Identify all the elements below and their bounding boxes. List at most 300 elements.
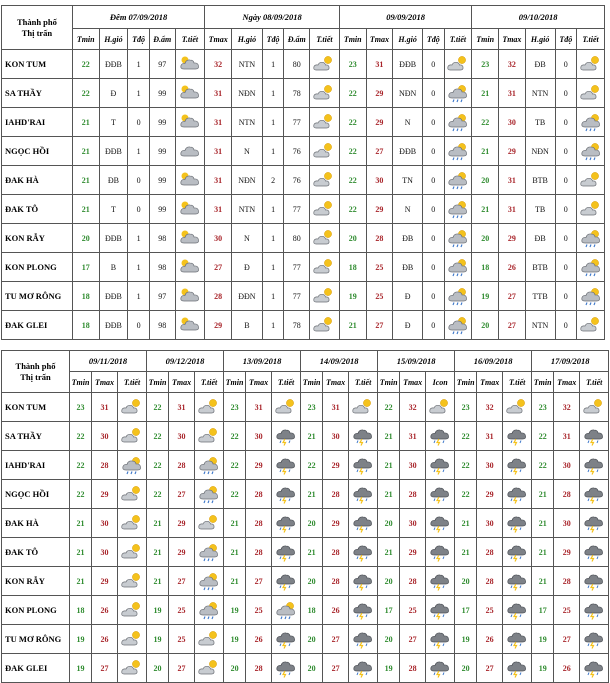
- value-cell: 0: [423, 253, 445, 282]
- column-header: Tmax: [554, 372, 580, 393]
- storm-icon: [275, 542, 297, 562]
- tmax-cell: 25: [477, 596, 503, 625]
- sun-cloud-icon: [313, 170, 335, 190]
- column-header: T.tiết: [503, 372, 532, 393]
- tmax-cell: 27: [92, 654, 118, 683]
- tmin-cell: 21: [378, 451, 400, 480]
- value-cell: 0: [423, 311, 445, 340]
- value-cell: ĐĐB: [393, 137, 423, 166]
- weather-icon-cell: [175, 311, 205, 340]
- value-cell: TTB: [525, 282, 555, 311]
- storm-icon: [275, 455, 297, 475]
- storm-icon: [275, 484, 297, 504]
- value-cell: 98: [149, 224, 175, 253]
- storm-icon: [352, 484, 374, 504]
- column-header: Tmin: [339, 29, 366, 50]
- sun-cloud-icon: [198, 397, 220, 417]
- sun-cloud-icon: [121, 542, 143, 562]
- tmin-cell: 20: [378, 509, 400, 538]
- storm-icon: [429, 426, 451, 446]
- weather-icon-cell: [175, 137, 205, 166]
- value-cell: 31: [205, 195, 232, 224]
- value-cell: 21: [72, 108, 99, 137]
- value-cell: ĐĐB: [393, 50, 423, 79]
- weather-icon-cell: [444, 108, 472, 137]
- tmin-cell: 23: [70, 393, 92, 422]
- value-cell: 27: [366, 311, 393, 340]
- storm-icon: [275, 513, 297, 533]
- storm-icon: [352, 542, 374, 562]
- value-cell: 23: [339, 50, 366, 79]
- storm-icon: [583, 571, 605, 591]
- tmax-cell: 26: [323, 596, 349, 625]
- value-cell: Đ: [99, 79, 128, 108]
- rain-cloud-icon: [198, 600, 220, 620]
- value-cell: Đ: [232, 253, 263, 282]
- weather-icon-cell: [580, 422, 609, 451]
- value-cell: N: [232, 224, 263, 253]
- rain-cloud-icon: [447, 170, 469, 190]
- weather-icon-cell: [580, 393, 609, 422]
- weather-icon-cell: [349, 393, 378, 422]
- weather-icon-cell: [175, 50, 205, 79]
- storm-icon: [352, 629, 374, 649]
- city-header-line2: Thị trấn: [21, 27, 53, 38]
- value-cell: 0: [128, 166, 150, 195]
- weather-icon-cell: [580, 596, 609, 625]
- weather-icon-cell: [444, 253, 472, 282]
- weather-icon-cell: [118, 567, 147, 596]
- storm-icon: [352, 455, 374, 475]
- value-cell: 0: [423, 108, 445, 137]
- table-row: [2, 108, 605, 137]
- tmax-cell: 29: [169, 538, 195, 567]
- sun-cloud-icon: [121, 600, 143, 620]
- storm-icon: [506, 571, 528, 591]
- value-cell: 1: [128, 224, 150, 253]
- value-cell: 99: [149, 108, 175, 137]
- value-cell: 77: [284, 108, 310, 137]
- table-row: [2, 480, 609, 509]
- weather-icon-cell: [426, 625, 455, 654]
- rain-cloud-icon: [198, 542, 220, 562]
- tmin-cell: 20: [378, 625, 400, 654]
- sun-cloud-icon: [121, 658, 143, 678]
- rain-cloud-icon: [447, 141, 469, 161]
- value-cell: 29: [366, 79, 393, 108]
- table-row: [2, 311, 605, 340]
- tmax-cell: 31: [92, 393, 118, 422]
- table-row: [2, 625, 609, 654]
- value-cell: NTN: [232, 50, 263, 79]
- value-cell: 20: [339, 224, 366, 253]
- weather-icon-cell: [272, 596, 301, 625]
- rain-cloud-icon: [447, 228, 469, 248]
- weather-icon-cell: [195, 393, 224, 422]
- value-cell: 29: [205, 311, 232, 340]
- city-name: TU MƠ RÔNG: [2, 282, 73, 311]
- value-cell: 23: [472, 50, 499, 79]
- tmax-cell: 30: [92, 509, 118, 538]
- value-cell: 20: [472, 311, 499, 340]
- weather-icon-cell: [426, 567, 455, 596]
- value-cell: 22: [72, 50, 99, 79]
- tmax-cell: 28: [400, 654, 426, 683]
- tmax-cell: 27: [323, 654, 349, 683]
- value-cell: NĐN: [393, 79, 423, 108]
- tmin-cell: 19: [224, 596, 246, 625]
- weather-icon-cell: [444, 166, 472, 195]
- rain-cloud-icon: [447, 315, 469, 335]
- tmax-cell: 27: [400, 625, 426, 654]
- weather-icon-cell: [310, 224, 340, 253]
- weather-icon-cell: [503, 538, 532, 567]
- tmax-cell: 29: [400, 538, 426, 567]
- value-cell: 29: [499, 137, 526, 166]
- value-cell: 0: [423, 137, 445, 166]
- column-header: Tmax: [169, 372, 195, 393]
- value-cell: 27: [205, 253, 232, 282]
- date-header: Đêm 07/09/2018: [72, 6, 204, 29]
- value-cell: 98: [149, 253, 175, 282]
- tmax-cell: 30: [554, 509, 580, 538]
- tmax-cell: 30: [92, 538, 118, 567]
- weather-icon-cell: [175, 253, 205, 282]
- weather-icon-cell: [444, 137, 472, 166]
- tmin-cell: 22: [378, 393, 400, 422]
- value-cell: 0: [555, 311, 577, 340]
- city-header-line1: Thành phố: [16, 16, 57, 27]
- weather-icon-cell: [444, 224, 472, 253]
- storm-icon: [275, 629, 297, 649]
- column-header: Đ.ẩm: [149, 29, 175, 50]
- value-cell: 78: [284, 311, 310, 340]
- value-cell: ĐB: [525, 224, 555, 253]
- tmax-cell: 30: [323, 422, 349, 451]
- sun-cloud-icon: [580, 54, 602, 74]
- tmin-cell: 22: [70, 422, 92, 451]
- value-cell: 31: [205, 166, 232, 195]
- rain-cloud-icon: [580, 286, 602, 306]
- weather-icon-cell: [503, 393, 532, 422]
- tmin-cell: 21: [301, 538, 323, 567]
- weather-icon-cell: [426, 654, 455, 683]
- cloud-sun-icon: [179, 170, 201, 190]
- table-row: [2, 253, 605, 282]
- value-cell: 1: [262, 311, 284, 340]
- value-cell: 1: [262, 195, 284, 224]
- value-cell: 22: [339, 79, 366, 108]
- sun-cloud-icon: [429, 397, 451, 417]
- storm-icon: [429, 542, 451, 562]
- cloud-sun-icon: [179, 228, 201, 248]
- sun-cloud-icon: [580, 83, 602, 103]
- date-header: Ngày 08/09/2018: [205, 6, 340, 29]
- tmin-cell: 19: [224, 625, 246, 654]
- city-header-cell: [2, 6, 73, 50]
- value-cell: 17: [72, 253, 99, 282]
- weather-icon-cell: [580, 509, 609, 538]
- value-cell: ĐĐN: [232, 282, 263, 311]
- weather-icon-cell: [310, 253, 340, 282]
- value-cell: 77: [284, 195, 310, 224]
- weather-icon-cell: [426, 538, 455, 567]
- value-cell: 30: [366, 166, 393, 195]
- forecast-table-weekly: [1, 350, 609, 683]
- tmax-cell: 25: [246, 596, 272, 625]
- storm-icon: [506, 600, 528, 620]
- storm-icon: [506, 542, 528, 562]
- value-cell: T: [99, 195, 128, 224]
- value-cell: 29: [366, 195, 393, 224]
- tmin-cell: 21: [147, 538, 169, 567]
- storm-icon: [352, 513, 374, 533]
- value-cell: 97: [149, 50, 175, 79]
- weather-icon-cell: [577, 166, 605, 195]
- tmin-cell: 21: [455, 509, 477, 538]
- value-cell: 22: [339, 166, 366, 195]
- tmin-cell: 22: [532, 422, 554, 451]
- value-cell: NĐN: [232, 166, 263, 195]
- tmax-cell: 29: [554, 538, 580, 567]
- storm-icon: [352, 571, 374, 591]
- weather-icon-cell: [272, 480, 301, 509]
- storm-icon: [429, 600, 451, 620]
- value-cell: 31: [366, 50, 393, 79]
- weather-icon-cell: [577, 282, 605, 311]
- storm-icon: [506, 513, 528, 533]
- value-cell: 76: [284, 137, 310, 166]
- column-header: Tmin: [472, 29, 499, 50]
- table-row: [2, 509, 609, 538]
- tmax-cell: 28: [554, 567, 580, 596]
- value-cell: 0: [555, 282, 577, 311]
- tmin-cell: 22: [301, 451, 323, 480]
- city-name: ĐAK HÀ: [2, 166, 73, 195]
- value-cell: 0: [423, 166, 445, 195]
- tmin-cell: 21: [532, 509, 554, 538]
- storm-icon: [506, 426, 528, 446]
- tmax-cell: 28: [400, 480, 426, 509]
- weather-icon-cell: [577, 253, 605, 282]
- sun-cloud-icon: [121, 426, 143, 446]
- tmax-cell: 28: [400, 567, 426, 596]
- value-cell: 0: [555, 137, 577, 166]
- tmin-cell: 17: [455, 596, 477, 625]
- tmin-cell: 20: [224, 654, 246, 683]
- tmax-cell: 32: [554, 393, 580, 422]
- sun-cloud-icon: [313, 257, 335, 277]
- weather-icon-cell: [426, 596, 455, 625]
- value-cell: NTN: [525, 79, 555, 108]
- column-header: T.tiết: [349, 372, 378, 393]
- value-cell: 80: [284, 224, 310, 253]
- value-cell: ĐB: [525, 50, 555, 79]
- sun-cloud-icon: [198, 513, 220, 533]
- sun-cloud-icon: [121, 397, 143, 417]
- value-cell: ĐĐB: [99, 282, 128, 311]
- date-header: 14/09/2018: [301, 351, 378, 372]
- weather-icon-cell: [426, 393, 455, 422]
- value-cell: 18: [72, 311, 99, 340]
- tmin-cell: 19: [70, 654, 92, 683]
- value-cell: 99: [149, 195, 175, 224]
- rain-cloud-icon: [580, 141, 602, 161]
- tmin-cell: 22: [147, 393, 169, 422]
- weather-icon-cell: [118, 654, 147, 683]
- tmax-cell: 31: [477, 422, 503, 451]
- tmax-cell: 27: [169, 567, 195, 596]
- sun-cloud-icon: [580, 199, 602, 219]
- column-header: Tmin: [378, 372, 400, 393]
- weather-icon-cell: [118, 625, 147, 654]
- tmin-cell: 22: [224, 480, 246, 509]
- tmax-cell: 27: [477, 654, 503, 683]
- tmin-cell: 22: [147, 451, 169, 480]
- tmin-cell: 21: [70, 567, 92, 596]
- column-header: Tmax: [92, 372, 118, 393]
- weather-icon-cell: [580, 480, 609, 509]
- weather-icon-cell: [503, 596, 532, 625]
- value-cell: 1: [262, 79, 284, 108]
- weather-icon-cell: [272, 451, 301, 480]
- weather-icon-cell: [580, 654, 609, 683]
- tmax-cell: 28: [323, 538, 349, 567]
- sun-cloud-icon: [506, 397, 528, 417]
- column-header: Tmin: [455, 372, 477, 393]
- weather-icon-cell: [580, 567, 609, 596]
- tmin-cell: 22: [147, 422, 169, 451]
- value-cell: N: [232, 137, 263, 166]
- tmin-cell: 21: [378, 538, 400, 567]
- value-cell: 18: [472, 253, 499, 282]
- column-header: Tmin: [301, 372, 323, 393]
- weather-icon-cell: [444, 50, 472, 79]
- table-row: [2, 393, 609, 422]
- weather-icon-cell: [577, 195, 605, 224]
- value-cell: NTN: [525, 311, 555, 340]
- tmin-cell: 18: [70, 596, 92, 625]
- value-cell: 22: [339, 137, 366, 166]
- table-row: [2, 195, 605, 224]
- value-cell: 0: [555, 253, 577, 282]
- value-cell: ĐB: [393, 253, 423, 282]
- value-cell: NTN: [232, 108, 263, 137]
- tmin-cell: 22: [455, 451, 477, 480]
- date-header: 09/10/2018: [472, 6, 605, 29]
- value-cell: 1: [128, 137, 150, 166]
- storm-icon: [429, 571, 451, 591]
- tmin-cell: 22: [224, 451, 246, 480]
- sun-cloud-icon: [580, 170, 602, 190]
- value-cell: 0: [423, 195, 445, 224]
- date-header: 16/09/2018: [455, 351, 532, 372]
- storm-icon: [352, 658, 374, 678]
- value-cell: ĐĐB: [99, 137, 128, 166]
- weather-icon-cell: [118, 596, 147, 625]
- city-name: NGỌC HỒI: [2, 480, 70, 509]
- weather-icon-cell: [118, 480, 147, 509]
- value-cell: 97: [149, 282, 175, 311]
- cloud-sun-icon: [179, 257, 201, 277]
- value-cell: 0: [423, 79, 445, 108]
- tmax-cell: 31: [246, 393, 272, 422]
- value-cell: 29: [366, 108, 393, 137]
- tmax-cell: 30: [246, 422, 272, 451]
- forecast-table-detailed: [1, 5, 605, 340]
- city-name: NGỌC HỒI: [2, 137, 73, 166]
- value-cell: 26: [499, 253, 526, 282]
- tmin-cell: 21: [70, 538, 92, 567]
- city-name: SA THẦY: [2, 422, 70, 451]
- city-name: ĐAK GLEI: [2, 654, 70, 683]
- tmax-cell: 28: [554, 480, 580, 509]
- value-cell: 0: [423, 224, 445, 253]
- column-header: Tđộ: [128, 29, 150, 50]
- storm-icon: [583, 455, 605, 475]
- weather-icon-cell: [175, 166, 205, 195]
- storm-icon: [506, 629, 528, 649]
- storm-icon: [583, 513, 605, 533]
- table-row: [2, 567, 609, 596]
- value-cell: 77: [284, 253, 310, 282]
- rain-cloud-icon: [447, 199, 469, 219]
- value-cell: ĐB: [393, 224, 423, 253]
- weather-icon-cell: [310, 166, 340, 195]
- sun-cloud-icon: [313, 286, 335, 306]
- tmin-cell: 21: [301, 480, 323, 509]
- tmax-cell: 28: [323, 480, 349, 509]
- storm-icon: [583, 600, 605, 620]
- value-cell: 28: [366, 224, 393, 253]
- storm-icon: [583, 629, 605, 649]
- tmin-cell: 23: [532, 393, 554, 422]
- value-cell: N: [393, 195, 423, 224]
- sun-cloud-icon: [275, 397, 297, 417]
- sun-cloud-icon: [121, 629, 143, 649]
- value-cell: 0: [555, 79, 577, 108]
- weather-icon-cell: [426, 480, 455, 509]
- tmax-cell: 29: [92, 480, 118, 509]
- value-cell: 21: [472, 137, 499, 166]
- storm-icon: [583, 484, 605, 504]
- date-header: 17/09/2018: [532, 351, 609, 372]
- storm-icon: [275, 658, 297, 678]
- storm-icon: [352, 426, 374, 446]
- tmax-cell: 29: [323, 451, 349, 480]
- column-header: Icon: [426, 372, 455, 393]
- tmax-cell: 28: [169, 451, 195, 480]
- weather-icon-cell: [444, 195, 472, 224]
- cloud-sun-icon: [179, 112, 201, 132]
- storm-icon: [429, 658, 451, 678]
- tmin-cell: 21: [532, 480, 554, 509]
- tmin-cell: 21: [378, 422, 400, 451]
- value-cell: 1: [262, 50, 284, 79]
- tmin-cell: 21: [455, 538, 477, 567]
- value-cell: 21: [72, 137, 99, 166]
- value-cell: N: [393, 108, 423, 137]
- value-cell: 32: [499, 50, 526, 79]
- city-header-line2: Thị trấn: [20, 371, 51, 382]
- city-name: KON PLONG: [2, 253, 73, 282]
- tmax-cell: 27: [169, 654, 195, 683]
- weather-icon-cell: [272, 393, 301, 422]
- rain-cloud-icon: [198, 571, 220, 591]
- sun-cloud-icon: [121, 571, 143, 591]
- weather-icon-cell: [503, 451, 532, 480]
- weather-icon-cell: [349, 567, 378, 596]
